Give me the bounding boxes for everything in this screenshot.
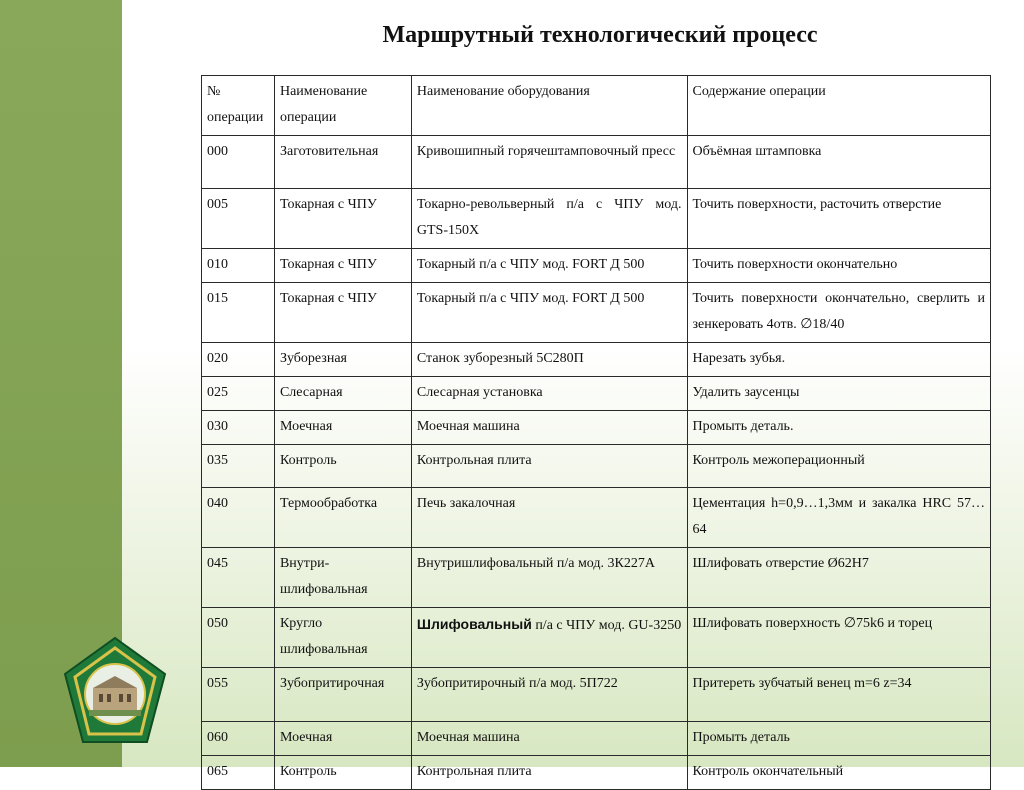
cell-num: 015 — [202, 283, 275, 343]
cell-operation: Зубопритирочная — [274, 668, 411, 722]
cell-content: Промыть деталь — [687, 722, 991, 756]
table-row — [202, 189, 991, 249]
table-row — [202, 249, 991, 283]
cell-content: Шлифовать отверстие Ø62Н7 — [687, 548, 991, 608]
cell-num: 055 — [202, 668, 275, 722]
cell-num: 030 — [202, 411, 275, 445]
cell-operation: Слесарная — [274, 377, 411, 411]
cell-num: 040 — [202, 488, 275, 548]
cell-operation: Зуборезная — [274, 343, 411, 377]
cell-num: 065 — [202, 756, 275, 790]
table-row — [202, 283, 991, 343]
cell-content: Объёмная штамповка — [687, 136, 991, 189]
cell-operation: Контроль — [274, 445, 411, 488]
cell-operation: Контроль — [274, 756, 411, 790]
cell-num: 050 — [202, 608, 275, 668]
equipment-rest: п/а с ЧПУ мод. GU-3250 — [535, 618, 682, 633]
cell-equipment: Моечная машина — [411, 411, 687, 445]
header-row — [202, 76, 991, 136]
table-row — [202, 548, 991, 608]
cell-operation: Термообработка — [274, 488, 411, 548]
cell-equipment — [411, 608, 687, 668]
table-row — [202, 756, 991, 790]
cell-equipment: Внутришлифовальный п/а мод. 3К227А — [411, 548, 687, 608]
cell-equipment: Слесарная установка — [411, 377, 687, 411]
cell-operation: Кругло шлифовальная — [274, 608, 411, 668]
cell-equipment: Моечная машина — [411, 722, 687, 756]
cell-operation: Внутри-шлифовальная — [274, 548, 411, 608]
cell-content: Промыть деталь. — [687, 411, 991, 445]
table-row — [202, 136, 991, 189]
cell-num: 010 — [202, 249, 275, 283]
slide-title: Маршрутный технологический процесс — [382, 22, 818, 48]
cell-content: Контроль окончательный — [687, 756, 991, 790]
cell-content: Точить поверхности окончательно, сверлить и зенкеровать 4отв. ∅18/40 — [687, 283, 991, 343]
cell-num: 025 — [202, 377, 275, 411]
cell-equipment: Станок зуборезный 5С280П — [411, 343, 687, 377]
table-row — [202, 411, 991, 445]
cell-equipment: Контрольная плита — [411, 445, 687, 488]
cell-equipment: Контрольная плита — [411, 756, 687, 790]
cell-operation: Токарная с ЧПУ — [274, 249, 411, 283]
cell-equipment: Кривошипный горячештамповочный пресс — [411, 136, 687, 189]
cell-operation: Заготовительная — [274, 136, 411, 189]
cell-content: Цементация h=0,9…1,3мм и закалка HRC 57…64 — [687, 488, 991, 548]
cell-equipment: Токарно-револьверный п/а с ЧПУ мод. GTS-150X — [411, 189, 687, 249]
table-row — [202, 343, 991, 377]
equipment-bold-word: Шлифовальный — [416, 616, 532, 632]
header-content: Содержание операции — [687, 76, 991, 136]
cell-operation: Моечная — [274, 411, 411, 445]
cell-operation: Токарная с ЧПУ — [274, 283, 411, 343]
table-row — [202, 722, 991, 756]
route-table — [201, 75, 991, 790]
cell-operation: Моечная — [274, 722, 411, 756]
cell-content: Удалить заусенцы — [687, 377, 991, 411]
cell-content: Точить поверхности, расточить отверстие — [687, 189, 991, 249]
cell-num: 000 — [202, 136, 275, 189]
university-emblem-icon — [63, 636, 167, 748]
cell-num: 060 — [202, 722, 275, 756]
table-row — [202, 488, 991, 548]
cell-equipment: Токарный п/а с ЧПУ мод. FORT Д 500 — [411, 283, 687, 343]
cell-operation: Токарная с ЧПУ — [274, 189, 411, 249]
cell-num: 005 — [202, 189, 275, 249]
cell-content: Точить поверхности окончательно — [687, 249, 991, 283]
table-row — [202, 377, 991, 411]
cell-equipment: Печь закалочная — [411, 488, 687, 548]
table-row — [202, 668, 991, 722]
cell-content: Нарезать зубья. — [687, 343, 991, 377]
header-equipment: Наименование оборудования — [411, 76, 687, 136]
cell-num: 035 — [202, 445, 275, 488]
table-row — [202, 608, 991, 668]
cell-equipment: Токарный п/а с ЧПУ мод. FORT Д 500 — [411, 249, 687, 283]
header-num: № операции — [202, 76, 275, 136]
cell-content: Шлифовать поверхность ∅75k6 и торец — [687, 608, 991, 668]
cell-num: 045 — [202, 548, 275, 608]
cell-num: 020 — [202, 343, 275, 377]
header-operation: Наименование операции — [274, 76, 411, 136]
cell-content: Контроль межоперационный — [687, 445, 991, 488]
cell-content: Притереть зубчатый венец m=6 z=34 — [687, 668, 991, 722]
cell-equipment: Зубопритирочный п/а мод. 5П722 — [411, 668, 687, 722]
table-row — [202, 445, 991, 488]
